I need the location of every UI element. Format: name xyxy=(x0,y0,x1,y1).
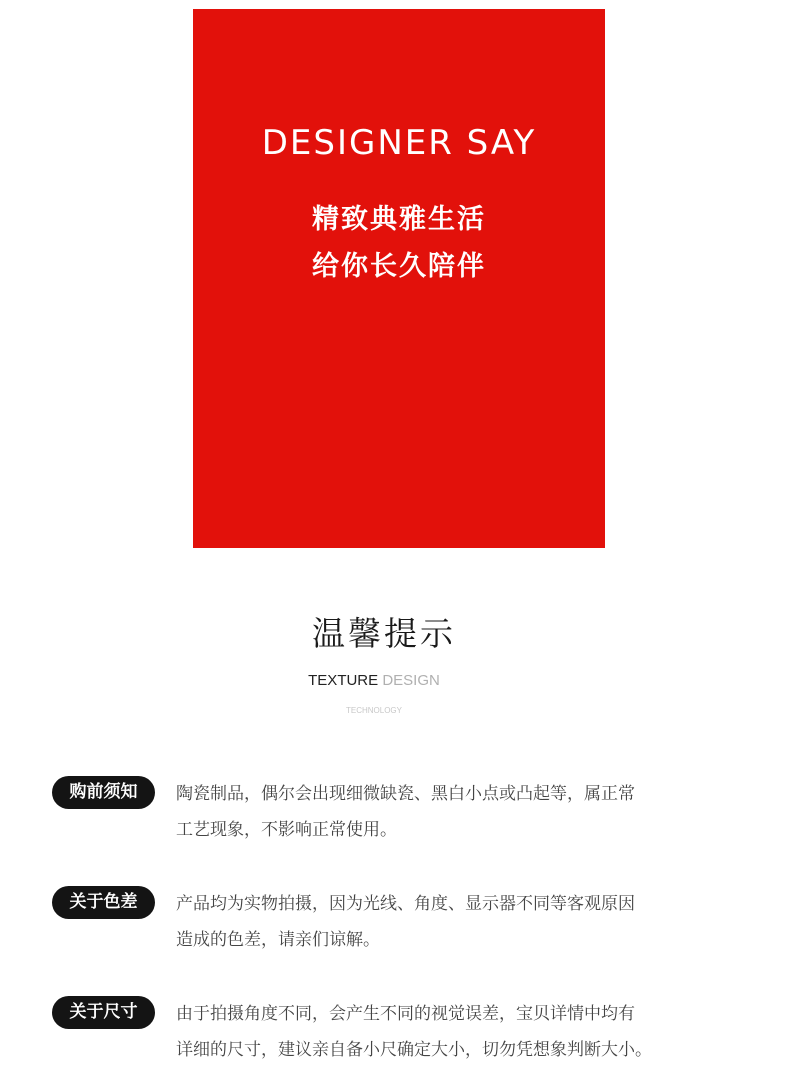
note-text xyxy=(176,776,724,848)
note-badge: 关于色差 xyxy=(52,886,155,919)
note-badge: 购前须知 xyxy=(52,776,155,809)
tips-subtitle-design: DESIGN xyxy=(382,672,440,689)
designer-say-banner xyxy=(193,9,605,548)
note-text-line: 工艺现象，不影响正常使用。 xyxy=(176,820,397,840)
note-text-line: 由于拍摄角度不同，会产生不同的视觉误差，宝贝详情中均有 xyxy=(176,1004,635,1024)
note-text xyxy=(176,996,724,1068)
note-text-line: 详细的尺寸，建议亲自备小尺确定大小，切勿凭想象判断大小。 xyxy=(176,1040,652,1060)
tips-title: 温馨提示 xyxy=(312,614,456,653)
note-text-line: 产品均为实物拍摄，因为光线、角度、显示器不同等客观原因 xyxy=(176,894,635,914)
tips-subtitle xyxy=(0,672,748,690)
banner-slogan-line-1: 精致典雅生活 xyxy=(312,204,486,235)
note-text-line: 造成的色差，请亲们谅解。 xyxy=(176,930,380,950)
note-text xyxy=(176,886,724,958)
note-text-line: 陶瓷制品，偶尔会出现细微缺瓷、黑白小点或凸起等，属正常 xyxy=(176,784,635,804)
note-badge: 关于尺寸 xyxy=(52,996,155,1029)
banner-heading: DESIGNER SAY xyxy=(261,123,537,163)
tips-technology: TECHNOLOGY xyxy=(345,706,402,715)
tips-subtitle-texture: TEXTURE xyxy=(308,672,379,689)
banner-slogan-line-2: 给你长久陪伴 xyxy=(312,251,486,282)
